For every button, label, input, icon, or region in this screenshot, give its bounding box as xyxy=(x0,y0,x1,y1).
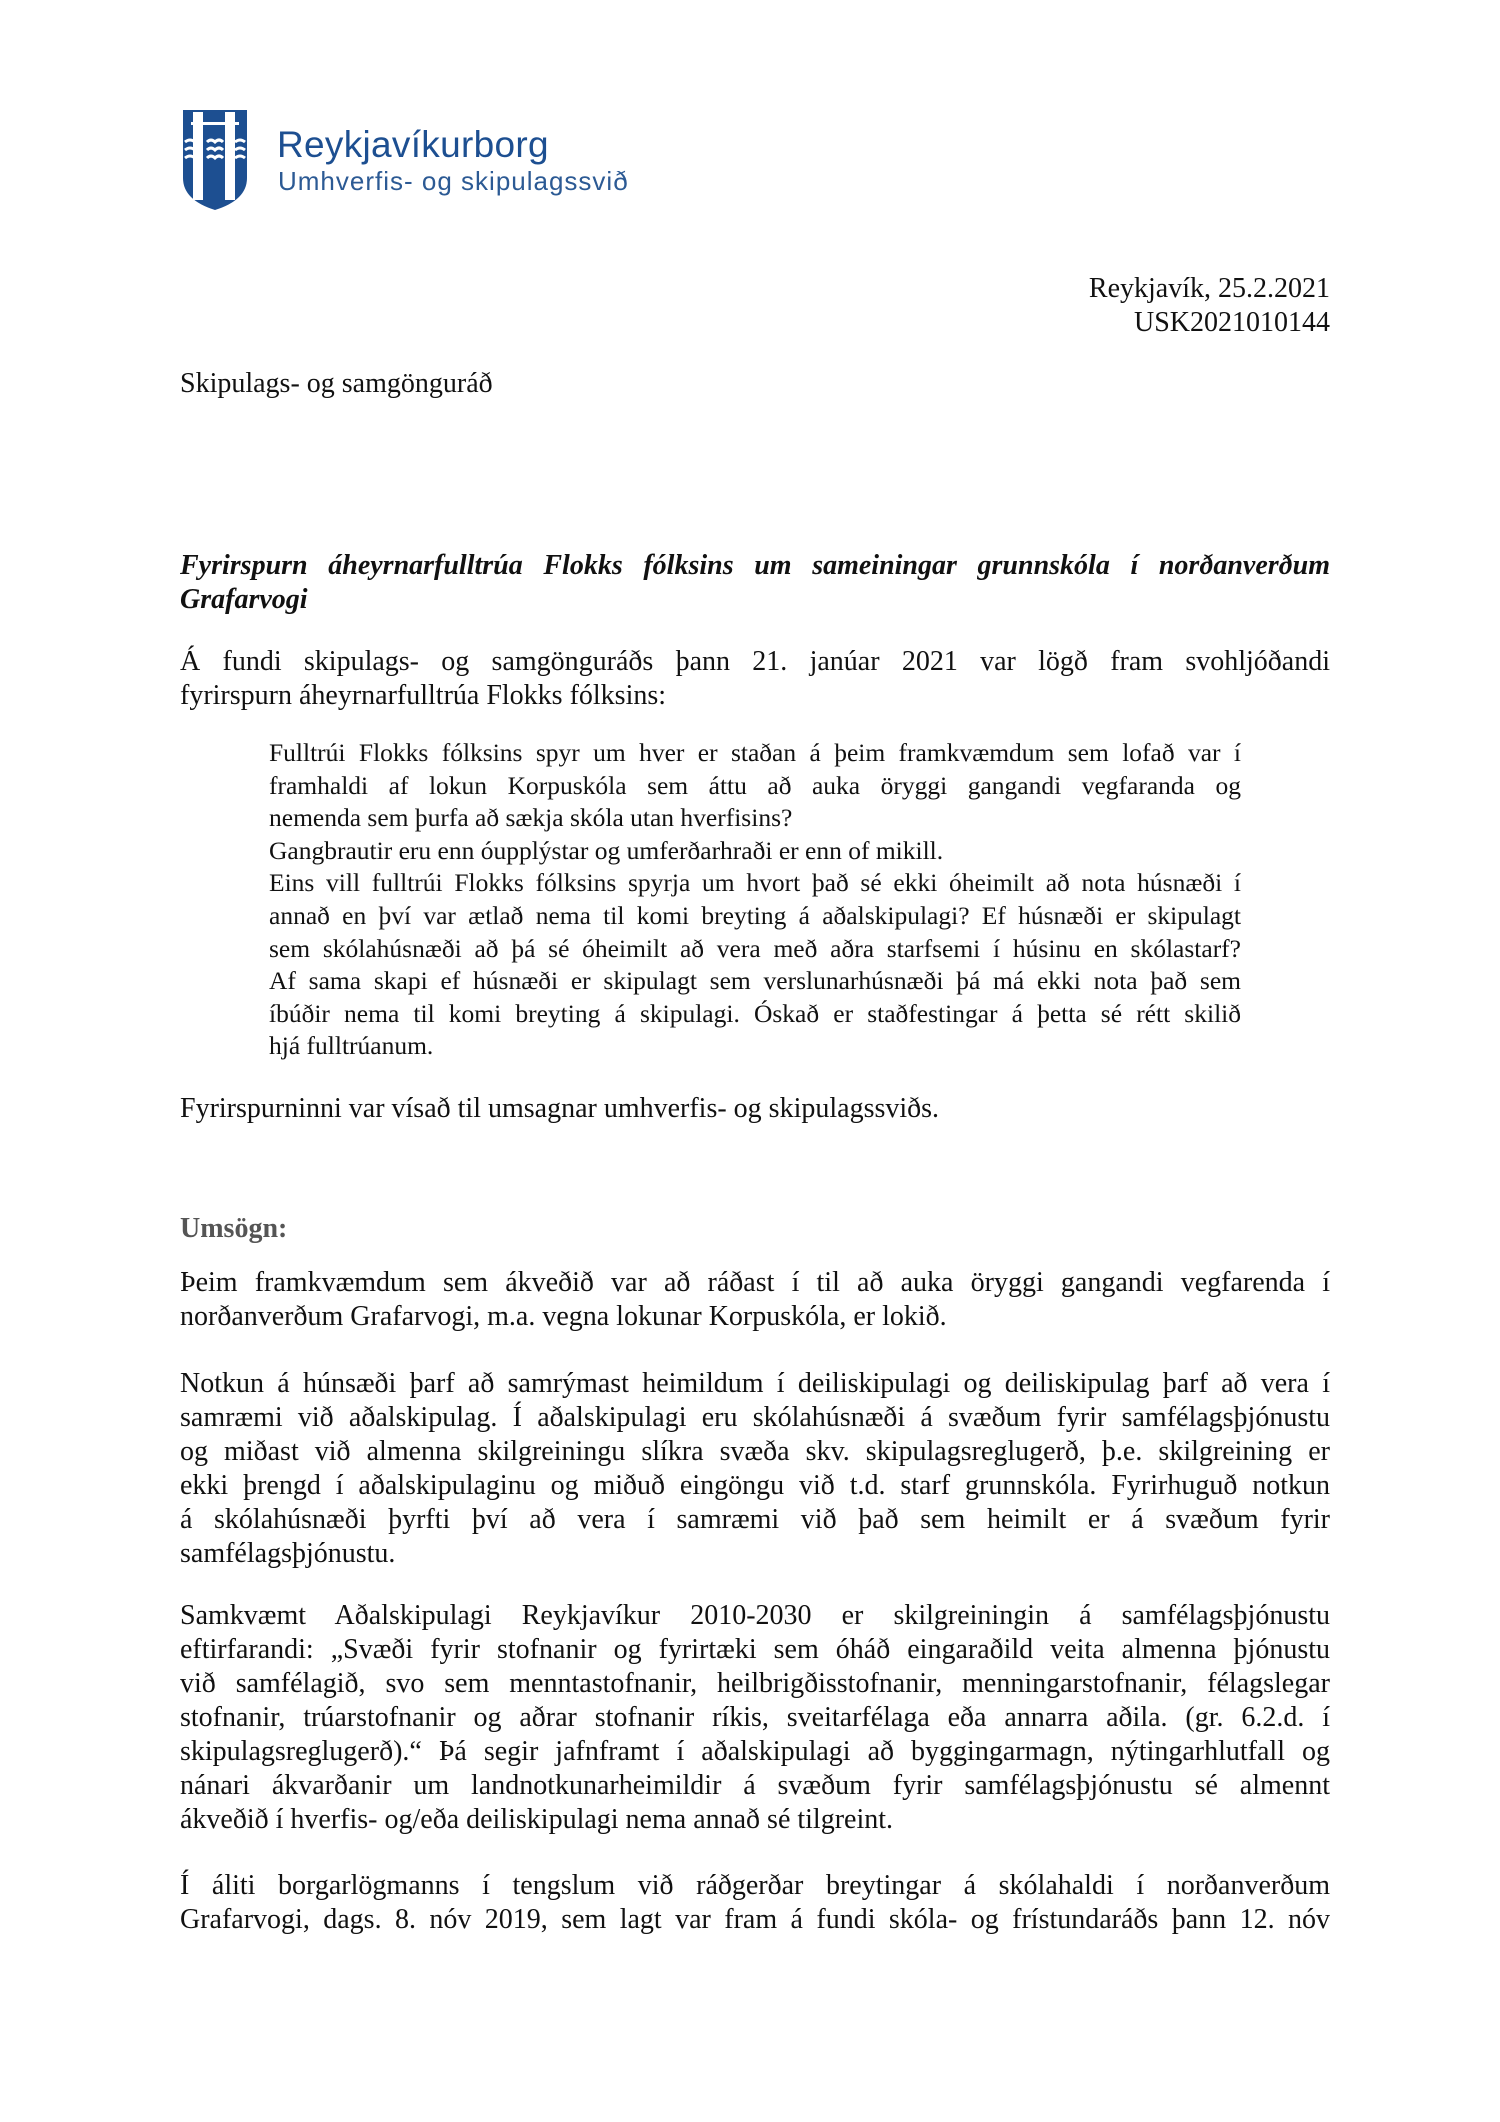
quote-line: íbúðir nema til komi breyting á skipulagi. Óskað er staðfestingar á þetta sé rétt skilið xyxy=(269,998,1241,1028)
document-title xyxy=(180,549,1330,617)
text-line: Á fundi skipulags- og samgönguráðs þann 21. janúar 2021 var lögð fram svohljóðandi xyxy=(180,646,1330,677)
text-line: Notkun á húnsæði þarf að samrýmast heimildum í deiliskipulagi og deiliskipulag þarf að vera í xyxy=(180,1368,1330,1399)
text-line: Samkvæmt Aðalskipulagi Reykjavíkur 2010-2030 er skilgreiningin á samfélagsþjónustu xyxy=(180,1600,1330,1631)
text-line: við samfélagið, svo sem menntastofnanir, heilbrigðisstofnanir, menningarstofnanir, félagslegar xyxy=(180,1668,1330,1699)
paragraph-4 xyxy=(180,1869,1330,1937)
title-line: Fyrirspurn áheyrnarfulltrúa Flokks fólksins um sameiningar grunnskóla í norðanverðum xyxy=(180,550,1330,581)
text-line: á skólahúsnæði þyrfti því að vera í samræmi við það sem heimilt er á svæðum fyrir xyxy=(180,1504,1330,1535)
umsogn-heading: Umsögn: xyxy=(180,1213,288,1244)
recipient: Skipulags- og samgönguráð xyxy=(180,368,493,399)
quote-line: framhaldi af lokun Korpuskóla sem áttu að auka öryggi gangandi vegfaranda og xyxy=(269,770,1241,800)
quote-line: Eins vill fulltrúi Flokks fólksins spyrja um hvort það sé ekki óheimilt að nota húsnæði í xyxy=(269,868,1241,898)
text-line: norðanverðum Grafarvogi, m.a. vegna lokunar Korpuskóla, er lokið. xyxy=(180,1301,947,1332)
quote-line: Fulltrúi Flokks fólksins spyr um hver er staðan á þeim framkvæmdum sem lofað var í xyxy=(269,738,1241,767)
reykjavik-coat-of-arms-logo xyxy=(181,108,249,212)
text-line: ákveðið í hverfis- og/eða deiliskipulagi nema annað sé tilgreint. xyxy=(180,1804,894,1835)
quoted-inquiry xyxy=(269,737,1241,1063)
paragraph-3 xyxy=(180,1599,1330,1837)
case-number: USK2021010144 xyxy=(1133,307,1330,338)
text-line: Í áliti borgarlögmanns í tengslum við ráðgerðar breytingar á skólahaldi í norðanverðum xyxy=(180,1870,1330,1901)
referral-sentence: Fyrirspurninni var vísað til umsagnar umhverfis- og skipulagssviðs. xyxy=(180,1093,940,1124)
text-line: nánari ákvarðanir um landnotkunarheimildir á svæðum fyrir samfélagsþjónustu sé almennt xyxy=(180,1770,1330,1801)
quote-line: Gangbrautir eru enn óupplýstar og umferðarhraði er enn of mikill. xyxy=(269,835,944,865)
text-line: Þeim framkvæmdum sem ákveðið var að ráðast í til að auka öryggi gangandi vegfarenda í xyxy=(180,1267,1330,1298)
title-line: Grafarvogi xyxy=(180,584,308,615)
paragraph-2 xyxy=(180,1367,1330,1571)
department-name: Umhverfis- og skipulagssvið xyxy=(278,166,629,196)
text-line: Grafarvogi, dags. 8. nóv 2019, sem lagt var fram á fundi skóla- og frístundaráðs þann 12. nóv xyxy=(180,1904,1330,1935)
quote-line: hjá fulltrúanum. xyxy=(269,1031,434,1061)
quote-line: sem skólahúsnæði að þá sé óheimilt að vera með aðra starfsemi í húsinu en skólastarf? xyxy=(269,933,1241,963)
text-line: eftirfarandi: „Svæði fyrir stofnanir og fyrirtæki sem óháð eingaraðild veita almenna þjónustu xyxy=(180,1634,1330,1665)
text-line: samfélagsþjónustu. xyxy=(180,1538,396,1569)
paragraph-1 xyxy=(180,1266,1330,1334)
text-line: stofnanir, trúarstofnanir og aðrar stofnanir ríkis, sveitarfélaga eða annarra aðila. (gr. 6.2.d. í xyxy=(180,1702,1330,1733)
text-line: og miðast við almenna skilgreiningu slíkra svæða skv. skipulagsreglugerð, þ.e. skilgreining er xyxy=(180,1436,1330,1467)
intro-paragraph xyxy=(180,645,1330,713)
text-line: ekki þrengd í aðalskipulaginu og miðuð eingöngu við t.d. starf grunnskóla. Fyrirhuguð notkun xyxy=(180,1470,1330,1501)
text-line: fyrirspurn áheyrnarfulltrúa Flokks fólksins: xyxy=(180,680,667,711)
text-line: skipulagsreglugerð).“ Þá segir jafnframt í aðalskipulagi að byggingarmagn, nýtingarhlutfall og xyxy=(180,1736,1330,1767)
quote-line: annað en því var ætlað nema til komi breyting á aðalskipulagi? Ef húsnæði er skipulagt xyxy=(269,900,1241,930)
quote-line: Af sama skapi ef húsnæði er skipulagt sem verslunarhúsnæði þá má ekki nota það sem xyxy=(269,966,1241,996)
quote-line: nemenda sem þurfa að sækja skóla utan hverfisins? xyxy=(269,803,793,833)
organization-name: Reykjavíkurborg xyxy=(277,124,549,165)
place-date: Reykjavík, 25.2.2021 xyxy=(1088,273,1330,304)
text-line: samræmi við aðalskipulag. Í aðalskipulagi eru skólahúsnæði á svæðum fyrir samfélagsþjónustu xyxy=(180,1402,1330,1433)
